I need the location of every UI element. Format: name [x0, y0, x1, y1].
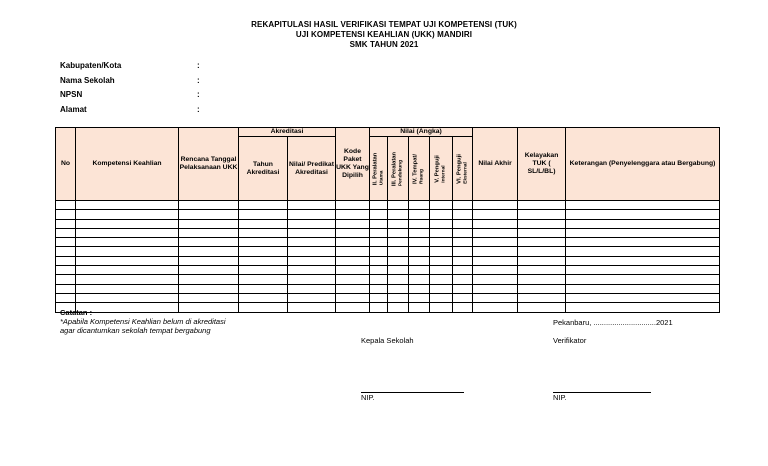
info-label: NPSN [60, 90, 83, 99]
document-title [0, 20, 768, 50]
table-cell [56, 266, 76, 275]
table-row [56, 284, 720, 293]
table-cell [430, 247, 453, 256]
table-cell [518, 275, 566, 284]
table-cell [473, 266, 518, 275]
table-cell [430, 284, 453, 293]
info-label: Nama Sekolah [60, 75, 115, 85]
recap-table-body [56, 201, 720, 313]
table-cell [370, 256, 388, 265]
table-cell [370, 284, 388, 293]
table-cell [430, 238, 453, 247]
header-kode-paket: Kode Paket UKK Yang Dipilih [336, 128, 370, 201]
table-cell [518, 247, 566, 256]
table-cell [288, 284, 336, 293]
table-cell [388, 201, 409, 210]
table-cell [409, 284, 430, 293]
table-cell [76, 284, 179, 293]
table-cell [76, 293, 179, 302]
table-cell [179, 266, 239, 275]
table-cell [239, 256, 288, 265]
table-cell [288, 256, 336, 265]
table-cell [56, 219, 76, 228]
notes-line-2: agar dicantumkan sekolah tempat bergabung [60, 326, 211, 335]
table-cell [288, 303, 336, 312]
info-label: Alamat [60, 104, 87, 114]
table-cell [453, 293, 473, 302]
table-cell [239, 284, 288, 293]
header-peralatan-utama [370, 137, 388, 201]
table-cell [566, 247, 720, 256]
table-cell [56, 293, 76, 302]
table-cell [566, 293, 720, 302]
table-cell [56, 238, 76, 247]
table-cell [239, 201, 288, 210]
table-cell [566, 210, 720, 219]
vheader-sub: Ruang [419, 168, 424, 184]
header-tahun-akreditasi: Tahun Akreditasi [239, 137, 288, 201]
table-cell [518, 210, 566, 219]
table-cell [566, 275, 720, 284]
table-cell [76, 219, 179, 228]
table-cell [453, 201, 473, 210]
table-cell [239, 210, 288, 219]
table-cell [388, 275, 409, 284]
vheader-main: II. Peralatan [372, 152, 378, 185]
table-cell [566, 303, 720, 312]
vheader-main: V. Penguji [434, 154, 441, 183]
table-cell [370, 247, 388, 256]
header-rencana: Rencana Tanggal Pelaksanaan UKK [179, 128, 239, 201]
table-cell [370, 275, 388, 284]
table-cell [179, 228, 239, 237]
table-cell [409, 219, 430, 228]
table-cell [388, 266, 409, 275]
table-row [56, 210, 720, 219]
table-cell [388, 256, 409, 265]
table-cell [388, 247, 409, 256]
info-row-alamat [60, 103, 200, 118]
table-cell [409, 293, 430, 302]
table-cell [370, 238, 388, 247]
table-cell [566, 238, 720, 247]
header-nilai-angka: Nilai (Angka) [370, 128, 473, 137]
table-cell [370, 266, 388, 275]
table-cell [566, 256, 720, 265]
info-row-nama-sekolah [60, 74, 200, 89]
table-cell [518, 293, 566, 302]
table-cell [430, 219, 453, 228]
table-cell [566, 266, 720, 275]
table-cell [453, 303, 473, 312]
recap-table [55, 127, 720, 313]
info-row-kabupaten [60, 59, 200, 74]
table-cell [370, 219, 388, 228]
table-cell [336, 303, 370, 312]
table-cell [336, 256, 370, 265]
header-tempat-ruang [409, 137, 430, 201]
table-cell [179, 201, 239, 210]
table-cell [76, 228, 179, 237]
header-akreditasi: Akreditasi [239, 128, 336, 137]
notes [60, 308, 226, 335]
table-row [56, 266, 720, 275]
table-cell [409, 303, 430, 312]
table-cell [76, 247, 179, 256]
table-cell [388, 293, 409, 302]
table-cell [239, 275, 288, 284]
table-cell [566, 228, 720, 237]
table-cell [76, 266, 179, 275]
header-penguji-eksternal [453, 137, 473, 201]
header-peralatan-pendukung [388, 137, 409, 201]
table-cell [430, 293, 453, 302]
table-cell [76, 256, 179, 265]
table-cell [56, 228, 76, 237]
table-cell [453, 219, 473, 228]
table-cell [239, 293, 288, 302]
table-cell [288, 247, 336, 256]
table-cell [518, 219, 566, 228]
header-penguji-internal [430, 137, 453, 201]
header-nilai-akhir: Nilai Akhir [473, 128, 518, 201]
table-cell [239, 266, 288, 275]
table-cell [453, 210, 473, 219]
table-cell [453, 238, 473, 247]
table-cell [56, 284, 76, 293]
table-cell [409, 201, 430, 210]
table-cell [566, 219, 720, 228]
table-cell [336, 293, 370, 302]
notes-heading: Catatan : [60, 308, 93, 317]
table-cell [518, 256, 566, 265]
header-nilai-predikat: Nilai/ Predikat Akreditasi [288, 137, 336, 201]
info-colon: : [197, 90, 200, 99]
vheader-sub: Utama [378, 170, 384, 185]
table-cell [336, 266, 370, 275]
table-row [56, 256, 720, 265]
table-cell [430, 275, 453, 284]
table-row [56, 228, 720, 237]
table-cell [288, 293, 336, 302]
info-colon: : [197, 104, 200, 114]
header-no: No [56, 128, 76, 201]
table-cell [473, 210, 518, 219]
table-cell [430, 201, 453, 210]
table-cell [336, 210, 370, 219]
table-cell [336, 247, 370, 256]
info-label: Kabupaten/Kota [60, 61, 122, 70]
info-row-npsn [60, 88, 200, 103]
table-cell [430, 228, 453, 237]
table-cell [409, 266, 430, 275]
table-cell [518, 201, 566, 210]
table-cell [388, 210, 409, 219]
table-cell [179, 256, 239, 265]
table-row [56, 201, 720, 210]
nip-left: NIP. [361, 393, 375, 402]
table-cell [76, 201, 179, 210]
header-kelayakan: Kelayakan TUK ( SL/L/BL) [518, 128, 566, 201]
table-cell [336, 201, 370, 210]
table-cell [179, 275, 239, 284]
table-cell [473, 219, 518, 228]
place-date: Pekanbaru, ..............................2021 [553, 318, 673, 327]
table-cell [518, 228, 566, 237]
table-cell [473, 303, 518, 312]
table-cell [473, 275, 518, 284]
table-cell [518, 284, 566, 293]
table-cell [430, 266, 453, 275]
table-cell [288, 228, 336, 237]
table-cell [179, 284, 239, 293]
table-cell [473, 293, 518, 302]
vheader-sub: Pendukung [398, 159, 403, 186]
table-cell [409, 210, 430, 219]
table-cell [56, 201, 76, 210]
table-cell [56, 210, 76, 219]
verifikator-label: Verifikator [553, 336, 587, 345]
table-cell [473, 228, 518, 237]
signature-line-left [361, 392, 464, 393]
table-cell [179, 247, 239, 256]
table-cell [239, 247, 288, 256]
vheader-main: III. Peralatan [391, 151, 398, 186]
table-cell [288, 238, 336, 247]
vheader-sub: Eksternal [462, 161, 468, 184]
title-line-2: UJI KOMPETENSI KEAHLIAN (UKK) MANDIRI [295, 30, 473, 39]
table-cell [473, 247, 518, 256]
table-cell [473, 256, 518, 265]
table-cell [453, 275, 473, 284]
table-cell [76, 210, 179, 219]
table-cell [288, 219, 336, 228]
vheader-main: IV. Tempat/ [412, 153, 419, 184]
table-cell [239, 303, 288, 312]
table-cell [179, 210, 239, 219]
table-cell [453, 228, 473, 237]
kepala-sekolah-label: Kepala Sekolah [361, 336, 414, 345]
table-cell [370, 201, 388, 210]
table-cell [453, 256, 473, 265]
table-cell [336, 219, 370, 228]
table-cell [430, 210, 453, 219]
table-cell [388, 238, 409, 247]
table-cell [388, 228, 409, 237]
table-cell [56, 247, 76, 256]
table-cell [76, 275, 179, 284]
table-cell [336, 228, 370, 237]
table-cell [56, 275, 76, 284]
table-cell [370, 228, 388, 237]
table-cell [288, 266, 336, 275]
table-cell [473, 201, 518, 210]
notes-line-1: *Apabila Kompetensi Keahlian belum di akreditasi [60, 317, 226, 326]
table-cell [430, 303, 453, 312]
table-cell [518, 266, 566, 275]
info-colon: : [197, 61, 200, 70]
table-cell [239, 228, 288, 237]
table-row [56, 275, 720, 284]
table-cell [239, 238, 288, 247]
table-cell [453, 247, 473, 256]
table-cell [336, 238, 370, 247]
table-cell [370, 210, 388, 219]
table-cell [370, 293, 388, 302]
table-cell [388, 303, 409, 312]
signature-line-right [553, 392, 651, 393]
table-cell [336, 284, 370, 293]
table-cell [288, 201, 336, 210]
table-cell [288, 275, 336, 284]
header-keterangan: Keterangan (Penyelenggara atau Bergabung) [566, 128, 720, 201]
table-cell [409, 256, 430, 265]
table-cell [76, 238, 179, 247]
table-cell [473, 238, 518, 247]
table-cell [179, 219, 239, 228]
table-cell [473, 284, 518, 293]
table-cell [370, 303, 388, 312]
vheader-main: VI. Penguji [456, 153, 463, 184]
table-row [56, 238, 720, 247]
info-colon: : [197, 75, 200, 85]
table-cell [388, 284, 409, 293]
table-cell [288, 210, 336, 219]
title-line-3: SMK TAHUN 2021 [349, 40, 419, 49]
table-cell [388, 219, 409, 228]
table-cell [566, 284, 720, 293]
table-row [56, 293, 720, 302]
table-cell [409, 228, 430, 237]
table-cell [409, 275, 430, 284]
table-cell [566, 201, 720, 210]
table-cell [453, 266, 473, 275]
table-cell [518, 238, 566, 247]
vheader-sub: Internal [441, 164, 446, 183]
school-info [60, 59, 200, 117]
table-cell [409, 238, 430, 247]
table-cell [453, 284, 473, 293]
table-cell [179, 238, 239, 247]
title-line-1: REKAPITULASI HASIL VERIFIKASI TEMPAT UJI KOMPETENSI (TUK) [251, 20, 517, 29]
table-cell [336, 275, 370, 284]
table-cell [518, 303, 566, 312]
table-cell [56, 256, 76, 265]
table-row [56, 219, 720, 228]
table-cell [409, 247, 430, 256]
table-row [56, 247, 720, 256]
table-cell [179, 293, 239, 302]
table-cell [430, 256, 453, 265]
table-cell [239, 219, 288, 228]
header-kompetensi: Kompetensi Keahlian [76, 128, 179, 201]
nip-right: NIP. [553, 393, 567, 402]
